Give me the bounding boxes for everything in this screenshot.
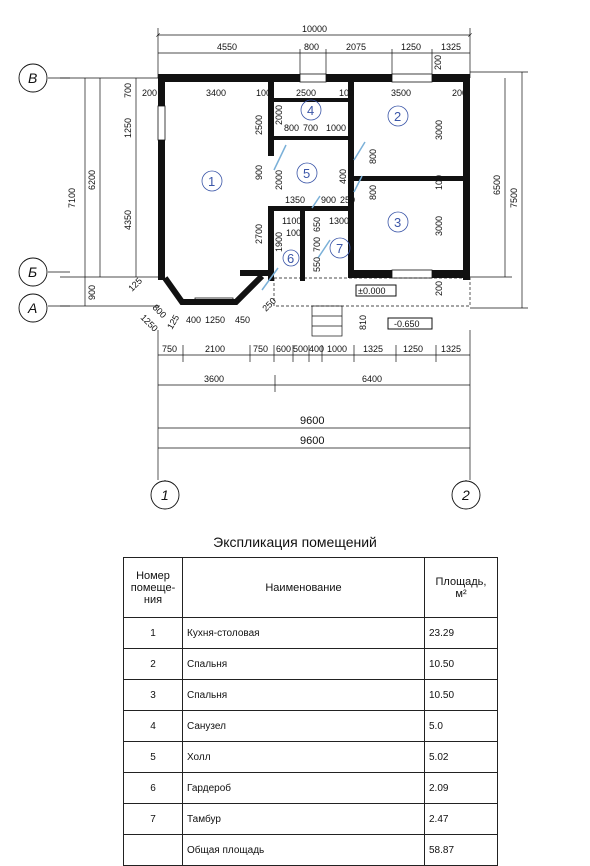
row-num: 3 <box>124 680 183 711</box>
level-minus: -0.650 <box>394 319 420 329</box>
dim-bot-9600-b: 9600 <box>300 435 325 447</box>
axis-b-label: Б <box>28 264 38 280</box>
dim-bot-1000: 1000 <box>327 344 348 354</box>
dim-in-700: 700 <box>303 123 319 133</box>
dim-v-3000-a: 3000 <box>434 119 444 140</box>
dim-bay-125: 125 <box>165 312 182 331</box>
axis-a-label: А <box>28 300 38 316</box>
dim-bot-3600: 3600 <box>204 374 225 384</box>
dim-in-3500: 3500 <box>391 88 412 98</box>
row-name: Спальня <box>183 680 425 711</box>
row-num: 7 <box>124 804 183 835</box>
dim-v-1900: 1900 <box>274 231 284 252</box>
dim-in-1300: 1300 <box>329 216 350 226</box>
dim-in-900-h: 900 <box>321 195 337 205</box>
dim-bay-1250: 1250 <box>205 315 226 325</box>
dim-in-250: 250 <box>340 195 356 205</box>
dim-v-900: 900 <box>254 164 264 180</box>
dim-bay-800: 800 <box>150 302 169 321</box>
row-area: 5.0 <box>425 711 498 742</box>
row-area: 2.09 <box>425 773 498 804</box>
dim-bot-6400: 6400 <box>362 374 383 384</box>
dim-v-2000-b: 2000 <box>274 169 284 190</box>
level-zero: ±0.000 <box>358 286 386 296</box>
dim-top-200: 200 <box>433 54 443 70</box>
dim-v-800-a: 800 <box>368 148 378 164</box>
row-name: Санузел <box>183 711 425 742</box>
dim-in-100-b: 100 <box>339 88 355 98</box>
dim-left-7100: 7100 <box>67 187 77 208</box>
room-4-label: 4 <box>307 103 315 118</box>
dim-bay-250: 250 <box>260 295 279 314</box>
dim-in-800: 800 <box>284 123 300 133</box>
dim-top-4550: 4550 <box>217 42 238 52</box>
row-area: 10.50 <box>425 649 498 680</box>
dim-bot-600: 600 <box>276 344 292 354</box>
dim-in-1350: 1350 <box>285 195 306 205</box>
dim-top-total: 10000 <box>302 24 328 34</box>
row-area: 10.50 <box>425 680 498 711</box>
dim-bot-750-a: 750 <box>162 344 178 354</box>
dim-bot-9600-a: 9600 <box>300 415 325 427</box>
dim-bot-1325-b: 1325 <box>441 344 462 354</box>
dim-v-2500: 2500 <box>254 114 264 135</box>
row-area: 23.29 <box>425 618 498 649</box>
dim-v-800-b: 800 <box>368 184 378 200</box>
dim-right-200: 200 <box>434 280 444 296</box>
dim-v-700: 700 <box>312 236 322 252</box>
row-name: Тамбур <box>183 804 425 835</box>
dim-in-1100: 1100 <box>282 216 302 226</box>
dim-bot-400: 400 <box>309 344 325 354</box>
room-5-label: 5 <box>303 166 311 181</box>
room-3-label: 3 <box>394 215 402 230</box>
row-name: Холл <box>183 742 425 773</box>
header-area: Площадь, м² <box>425 558 498 618</box>
row-num: 1 <box>124 618 183 649</box>
axis-1-label: 1 <box>161 487 169 503</box>
dim-v-400: 400 <box>338 168 348 184</box>
dim-bot-500: 500 <box>293 344 309 354</box>
dim-top-1325: 1325 <box>441 42 462 52</box>
room-7-label: 7 <box>336 241 344 256</box>
dim-bot-2100: 2100 <box>205 344 226 354</box>
dim-bay-400: 400 <box>186 315 202 325</box>
dim-in-200-right: 200 <box>452 88 468 98</box>
row-num: 6 <box>124 773 183 804</box>
dim-in-100-c: 100 <box>286 228 302 238</box>
dim-bay-1250-diag: 1250 <box>138 312 160 334</box>
explication-table <box>123 557 498 866</box>
table-row <box>124 804 498 835</box>
header-num: Номер помеще-ния <box>124 558 183 618</box>
row-area: 2.47 <box>425 804 498 835</box>
dim-in-3400: 3400 <box>206 88 227 98</box>
row-num: 4 <box>124 711 183 742</box>
dim-left-900: 900 <box>87 284 97 300</box>
row-num <box>124 835 183 866</box>
dim-v-650: 650 <box>312 216 322 232</box>
dim-bot-750-b: 750 <box>253 344 269 354</box>
table-header-row <box>124 558 498 618</box>
table-row <box>124 680 498 711</box>
table-row <box>124 742 498 773</box>
dim-left-6200: 6200 <box>87 169 97 190</box>
dim-right-7500: 7500 <box>509 187 519 208</box>
row-name: Спальня <box>183 649 425 680</box>
dim-bot-1250: 1250 <box>403 344 424 354</box>
dim-top-1250: 1250 <box>401 42 422 52</box>
dim-top-2075: 2075 <box>346 42 367 52</box>
room-1-label: 1 <box>208 174 216 189</box>
dim-left-4350: 4350 <box>123 209 133 230</box>
dim-bot-1325-a: 1325 <box>363 344 384 354</box>
axis-v-label: В <box>28 70 38 86</box>
dim-v-2000-a: 2000 <box>274 104 284 125</box>
dim-bay-450: 450 <box>235 315 251 325</box>
dim-in-1000: 1000 <box>326 123 347 133</box>
room-6-label: 6 <box>287 251 295 266</box>
row-area: 5.02 <box>425 742 498 773</box>
dim-bay-325: 125 <box>126 275 145 294</box>
dim-in-100-a: 100 <box>256 88 272 98</box>
row-name: Общая площадь <box>183 835 425 866</box>
dim-porch-810: 810 <box>358 314 368 330</box>
dim-left-700: 700 <box>123 82 133 98</box>
row-name: Кухня-столовая <box>183 618 425 649</box>
table-row <box>124 618 498 649</box>
room-2-label: 2 <box>394 109 402 124</box>
dim-v-3000-b: 3000 <box>434 215 444 236</box>
dim-v-100-d: 100 <box>434 174 444 190</box>
dim-v-550: 550 <box>312 256 322 272</box>
dim-in-2500: 2500 <box>296 88 317 98</box>
dim-left-1250: 1250 <box>123 117 133 138</box>
axis-2-label: 2 <box>462 487 470 503</box>
row-area: 58.87 <box>425 835 498 866</box>
explication-title: Экспликация помещений <box>213 534 377 550</box>
table-row <box>124 711 498 742</box>
row-name: Гардероб <box>183 773 425 804</box>
row-num: 5 <box>124 742 183 773</box>
dim-v-2700: 2700 <box>254 223 264 244</box>
table-total-row <box>124 835 498 866</box>
table-row <box>124 773 498 804</box>
header-name: Наименование <box>183 558 425 618</box>
dim-in-200-left: 200 <box>142 88 158 98</box>
table-row <box>124 649 498 680</box>
row-num: 2 <box>124 649 183 680</box>
dim-top-800: 800 <box>304 42 320 52</box>
dim-right-6500: 6500 <box>492 174 502 195</box>
